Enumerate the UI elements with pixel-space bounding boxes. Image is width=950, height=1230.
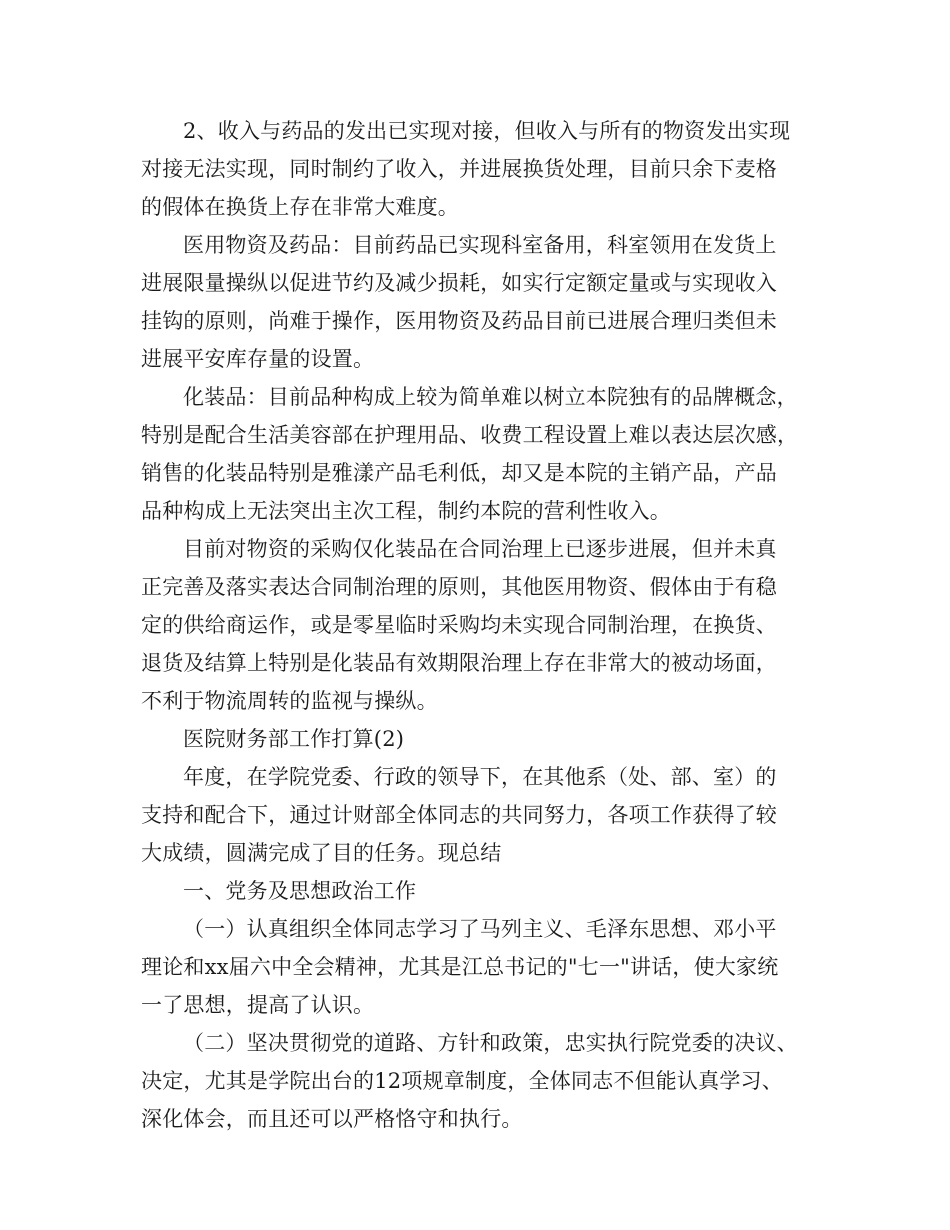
text-line: 的假体在换货上存在非常大难度。 xyxy=(141,195,459,219)
text-line: 品种构成上无法突出主次工程，制约本院的营利性收入。 xyxy=(141,499,671,523)
text-line: （二）坚决贯彻党的道路、方针和政策，忠实执行院党委的决议、 xyxy=(183,1031,798,1055)
text-line: 一了思想，提高了认识。 xyxy=(141,993,375,1017)
text-line: 进展限量操纵以促进节约及减少损耗，如实行定额定量或与实现收入 xyxy=(141,271,777,295)
text-line: 进展平安库存量的设置。 xyxy=(141,347,375,371)
text-line: 销售的化装品特别是雅漾产品毛利低，却又是本院的主销产品，产品 xyxy=(141,461,777,485)
section-heading: 医院财务部工作打算(2) xyxy=(183,727,405,751)
text-line: 定的供给商运作，或是零星临时采购均未实现合同制治理，在换货、 xyxy=(141,613,777,637)
text-line: 目前对物资的采购仅化装品在合同治理上已逐步进展，但并未真 xyxy=(183,537,777,561)
text-line: 挂钩的原则，尚难于操作，医用物资及药品目前已进展合理归类但未 xyxy=(141,309,777,333)
text-line: 特别是配合生活美容部在护理用品、收费工程设置上难以表达层次感， xyxy=(141,423,799,447)
text-line: 对接无法实现，同时制约了收入，并进展换货处理，目前只余下麦格 xyxy=(141,157,777,181)
text-line: 深化体会，而且还可以严格恪守和执行。 xyxy=(141,1107,523,1131)
text-line: 理论和xx届六中全会精神，尤其是江总书记的"七一"讲话，使大家统 xyxy=(141,955,779,979)
text-line: 年度，在学院党委、行政的领导下，在其他系（处、部、室）的 xyxy=(183,765,777,789)
text-line: 化装品：目前品种构成上较为简单难以树立本院独有的品牌概念， xyxy=(183,385,798,409)
text-line: 不利于物流周转的监视与操纵。 xyxy=(141,689,438,713)
text-line: 大成绩，圆满完成了目的任务。现总结 xyxy=(141,841,502,865)
text-line: （一）认真组织全体同志学习了马列主义、毛泽东思想、邓小平 xyxy=(183,917,777,941)
text-line: 2、收入与药品的发出已实现对接，但收入与所有的物资发出实现 xyxy=(183,119,791,143)
text-line: 正完善及落实表达合同制治理的原则，其他医用物资、假体由于有稳 xyxy=(141,575,777,599)
text-line: 支持和配合下，通过计财部全体同志的共同努力，各项工作获得了较 xyxy=(141,803,777,827)
text-line: 决定，尤其是学院出台的12项规章制度，全体同志不但能认真学习、 xyxy=(141,1069,783,1093)
text-line: 退货及结算上特别是化装品有效期限治理上存在非常大的被动场面， xyxy=(141,651,777,675)
section-heading: 一、党务及思想政治工作 xyxy=(183,879,417,903)
text-line: 医用物资及药品：目前药品已实现科室备用，科室领用在发货上 xyxy=(183,233,777,257)
